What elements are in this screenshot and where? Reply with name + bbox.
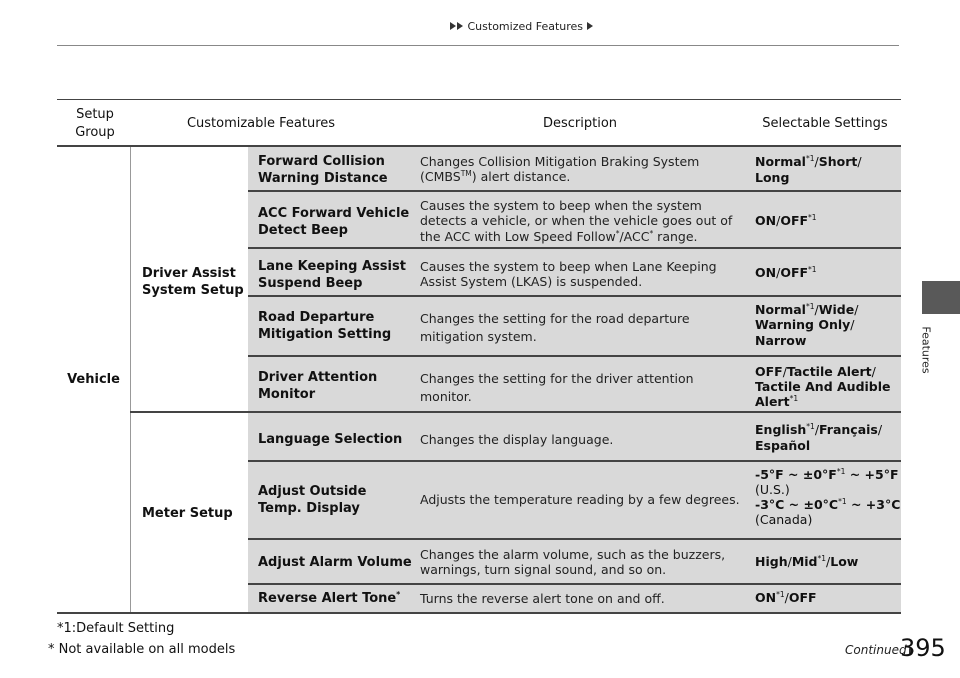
table-top-rule	[57, 99, 901, 100]
header-rule	[57, 45, 899, 46]
col-header-settings	[750, 115, 900, 133]
group-label: Vehicle	[67, 372, 120, 387]
feature-settings: English$^{*1}$/Français/ Español	[755, 422, 883, 454]
col-header-text: Customizable Features	[186, 116, 336, 131]
feature-name: Language Selection	[258, 432, 403, 447]
feature-name: Lane Keeping Assist Suspend Beep	[258, 259, 406, 292]
feature-description: Turns the reverse alert tone on and off.	[420, 591, 665, 606]
feature-description: Changes the display language.	[420, 432, 614, 447]
feature-name: Road Departure Mitigation Setting	[258, 310, 392, 343]
subgroup-meter-setup: Meter Setup	[142, 506, 233, 521]
feature-name: Reverse Alert Tone*	[258, 590, 401, 606]
feature-description: Changes the alarm volume, such as the buzzers, warnings, turn signal sound, and so on.	[420, 547, 726, 578]
breadcrumb	[450, 20, 594, 33]
subgroup-separator	[130, 411, 248, 413]
col-header-setup-group	[60, 106, 130, 141]
footnote-default-setting: *1:Default Setting	[57, 621, 175, 636]
feature-description: Changes Collision Mitigation Braking System (CMBS™) alert distance.	[420, 154, 700, 185]
feature-settings: ON$^{*1}$/OFF	[755, 590, 817, 605]
group-vehicle	[57, 372, 130, 387]
triangle-arrow-icon	[457, 22, 463, 30]
col-header-text: Description	[542, 116, 618, 131]
feature-settings: ON/OFF$^{*1}$	[755, 213, 817, 228]
feature-description: Changes the setting for the road departure mitigation system.	[420, 311, 690, 345]
chapter-tab	[922, 281, 960, 314]
footnote-not-available: * Not available on all models	[48, 642, 236, 657]
col-header-features	[136, 115, 386, 133]
feature-description: Causes the system to beep when the system detects a vehicle, or when the vehicle goes out of the ACC with Low Speed Follow*/ACC* range.	[420, 198, 733, 244]
feature-settings: Normal$^{*1}$/Wide/ Warning Only/ Narrow	[755, 302, 859, 348]
feature-settings: Normal$^{*1}$/Short/ Long	[755, 154, 862, 186]
chapter-label	[906, 326, 946, 374]
feature-settings: ON/OFF$^{*1}$	[755, 265, 817, 280]
feature-settings: High/Mid$^{*1}$/Low	[755, 554, 859, 569]
feature-description: Causes the system to beep when Lane Keeping Assist System (LKAS) is suspended.	[420, 259, 717, 290]
breadcrumb-label: Customized Features	[467, 20, 584, 33]
page-number: 395	[900, 634, 946, 662]
feature-description: Changes the setting for the driver attention monitor.	[420, 371, 694, 405]
col-header-description	[420, 115, 740, 133]
triangle-arrow-icon	[587, 22, 593, 30]
table-bottom-rule	[57, 612, 901, 614]
feature-settings: -5°F ~ $\pm 0^\circ F^{*1}$ ~ +5°F (U.S.) -3°C ~ $\pm 0^\circ C^{*1}$ ~ +3°C (Canada)	[755, 467, 901, 527]
continued-text: Continued	[845, 643, 907, 657]
feature-name: Forward Collision Warning Distance	[258, 154, 388, 187]
feature-description: Adjusts the temperature reading by a few degrees.	[420, 492, 740, 507]
column-divider	[130, 147, 131, 613]
feature-name: Driver Attention Monitor	[258, 370, 378, 403]
feature-name: Adjust Alarm Volume	[258, 555, 412, 570]
triangle-arrow-icon	[450, 22, 456, 30]
feature-name: ACC Forward Vehicle Detect Beep	[258, 206, 410, 239]
chapter-label-text: Features	[919, 326, 933, 374]
feature-name: Adjust Outside Temp. Display	[258, 484, 367, 517]
col-header-text: Selectable Settings	[762, 116, 888, 131]
subgroup-driver-assist: Driver Assist System Setup	[142, 266, 244, 299]
feature-settings: OFF/Tactile Alert/ Tactile And Audible Alert$^{*1}$	[755, 364, 891, 409]
col-header-text: Setup Group	[75, 107, 115, 140]
